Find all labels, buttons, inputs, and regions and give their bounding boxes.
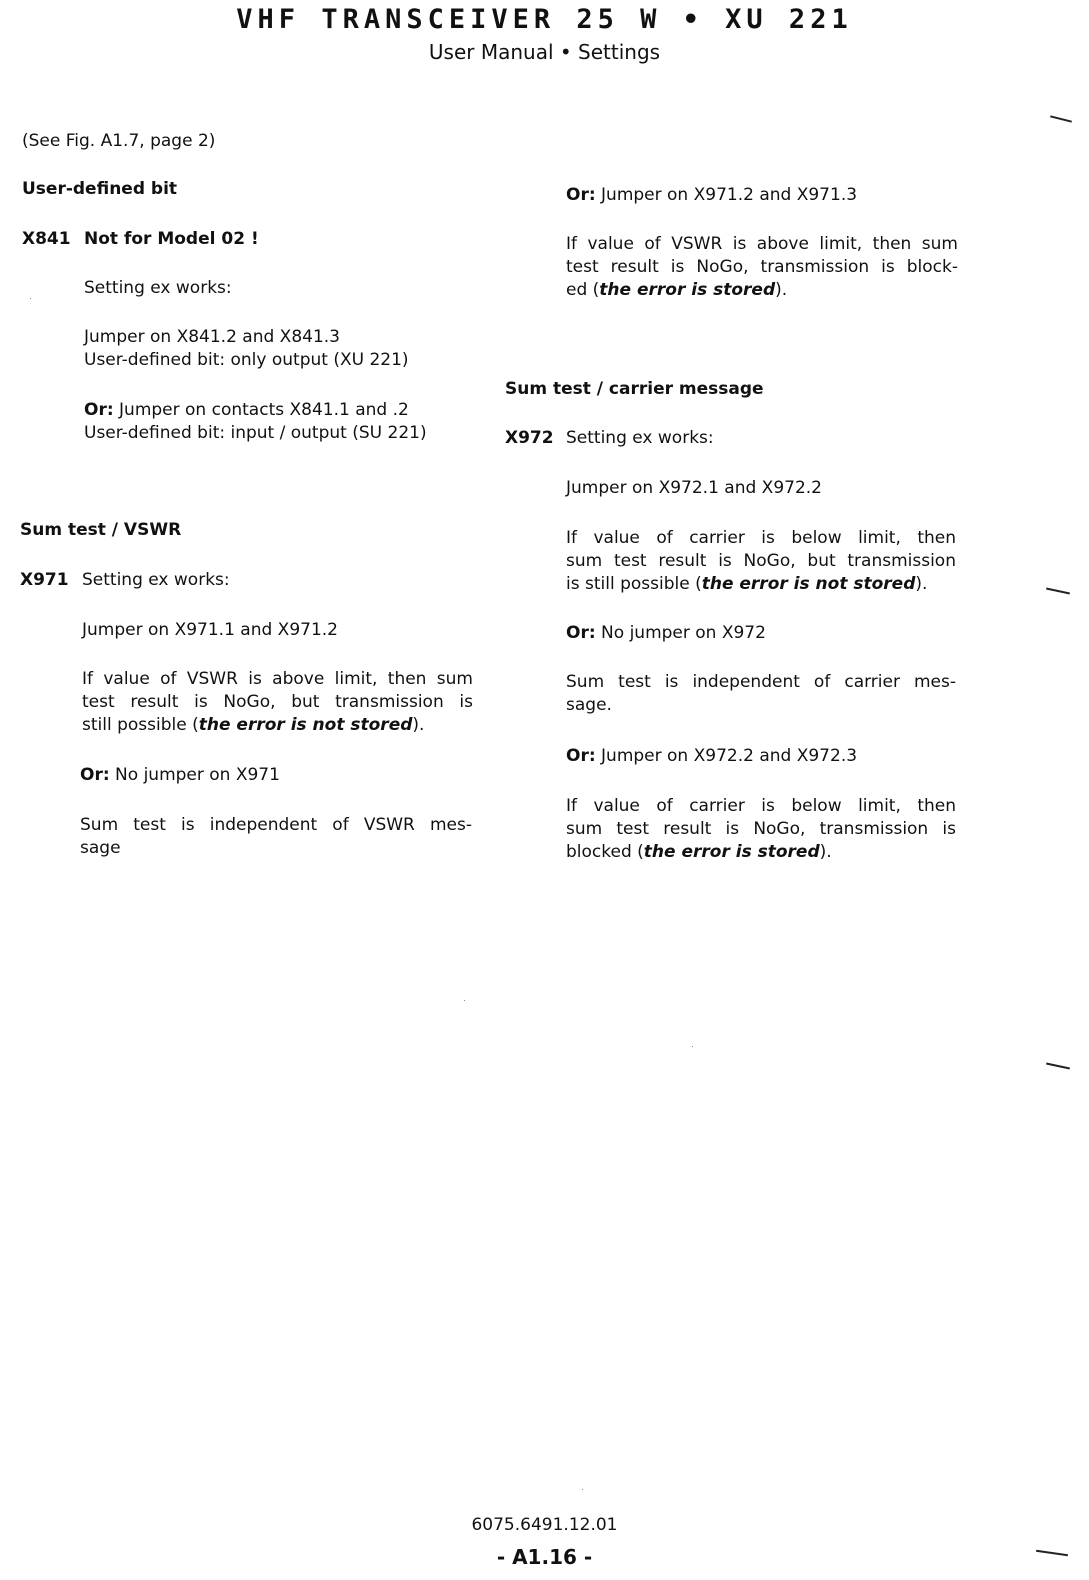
scan-mark [1050, 115, 1072, 122]
x971-alternative-none [80, 764, 280, 787]
x841-alternative-setting [84, 399, 427, 445]
scan-speck [582, 1489, 583, 1490]
x971-or2-text: Jumper on X971.2 and X971.3 [595, 185, 858, 205]
figure-reference: (See Fig. A1.7, page 2) [22, 131, 216, 151]
x971-alternative-jumper [566, 184, 857, 207]
x972-default-desc-line-3 [566, 573, 956, 596]
scan-mark [1046, 1063, 1070, 1070]
scan-mark [1046, 588, 1070, 595]
x972-default-desc-emphasis: the error is not stored [701, 574, 916, 594]
scan-speck [464, 1000, 465, 1001]
x971-or2-label: Or: [566, 185, 596, 205]
x841-or-label: Or: [84, 400, 114, 420]
x971-default-desc-line-1: If value of VSWR is above limit, then sum [82, 669, 473, 689]
x971-default-description [82, 668, 473, 737]
x971-blocked-line-3-post: ). [775, 280, 788, 300]
x841-setting-label: Setting ex works: [84, 278, 232, 298]
x971-blocked-emphasis: the error is stored [599, 280, 776, 300]
x971-blocked-line-3 [566, 279, 958, 302]
x971-setting-label: Setting ex works: [82, 570, 230, 590]
x972-indep-line-1: Sum test is independent of carrier mes- [566, 672, 956, 692]
x972-default-desc-line-2: sum test result is NoGo, but transmission [566, 551, 956, 571]
x972-alternative-jumper [566, 745, 857, 768]
x972-or1-label: Or: [566, 623, 596, 643]
x972-default-setting: Jumper on X972.1 and X972.2 [566, 478, 822, 498]
x971-blocked-line-2: test result is NoGo, transmission is block- [566, 257, 958, 277]
x972-default-desc-line-1: If value of carrier is below limit, then [566, 528, 956, 548]
jumper-code-x841: X841 [22, 229, 71, 249]
x971-or-label: Or: [80, 765, 110, 785]
x841-default-line-1: Jumper on X841.2 and X841.3 [84, 327, 340, 347]
x972-or1-text: No jumper on X972 [595, 623, 766, 643]
x841-default-setting [84, 326, 409, 372]
document-title: VHF TRANSCEIVER 25 W • XU 221 [236, 4, 853, 35]
x972-default-desc-line-3-post: ). [915, 574, 928, 594]
scan-speck [692, 1046, 693, 1047]
x972-default-description [566, 527, 956, 596]
x972-blocked-line-3-post: ). [819, 842, 832, 862]
x841-or-line-2: User-defined bit: input / output (SU 221) [84, 423, 427, 443]
x971-or-text: No jumper on X971 [109, 765, 280, 785]
x841-default-line-2: User-defined bit: only output (XU 221) [84, 350, 409, 370]
x971-default-desc-emphasis: the error is not stored [198, 715, 413, 735]
x972-or2-text: Jumper on X972.2 and X972.3 [595, 746, 858, 766]
x971-indep-line-2: sage [80, 838, 121, 858]
page-number: - A1.16 - [496, 1545, 593, 1569]
x971-blocked-line-1: If value of VSWR is above limit, then sum [566, 234, 958, 254]
section-heading-user-defined-bit: User-defined bit [22, 179, 178, 199]
x971-default-desc-line-3-post: ). [412, 715, 425, 735]
x972-blocked-line-3-pre: blocked ( [566, 842, 644, 862]
section-heading-sum-test-carrier: Sum test / carrier message [505, 379, 764, 399]
x971-indep-line-1: Sum test is independent of VSWR mes- [80, 815, 472, 835]
x841-or-line-1: Jumper on contacts X841.1 and .2 [113, 400, 409, 420]
x971-default-desc-line-3 [82, 714, 473, 737]
x971-default-desc-line-3-pre: still possible ( [82, 715, 199, 735]
x971-independent-description [80, 814, 472, 860]
x841-title: Not for Model 02 ! [84, 229, 259, 249]
document-number: 6075.6491.12.01 [471, 1515, 618, 1535]
x972-setting-label: Setting ex works: [566, 428, 714, 448]
x972-independent-description [566, 671, 956, 717]
x972-alternative-none [566, 622, 766, 645]
x972-indep-line-2: sage. [566, 695, 612, 715]
x972-blocked-line-3 [566, 841, 956, 864]
x972-blocked-line-2: sum test result is NoGo, transmission is [566, 819, 956, 839]
section-heading-sum-test-vswr: Sum test / VSWR [20, 520, 182, 540]
x972-blocked-description [566, 795, 956, 864]
jumper-code-x971: X971 [20, 570, 69, 590]
x972-or2-label: Or: [566, 746, 596, 766]
x971-blocked-line-3-pre: ed ( [566, 280, 600, 300]
x972-blocked-emphasis: the error is stored [643, 842, 820, 862]
jumper-code-x972: X972 [505, 428, 554, 448]
x971-blocked-description [566, 233, 958, 302]
x971-default-setting: Jumper on X971.1 and X971.2 [82, 620, 338, 640]
x972-blocked-line-1: If value of carrier is below limit, then [566, 796, 956, 816]
x971-default-desc-line-2: test result is NoGo, but transmission is [82, 692, 473, 712]
document-subtitle: User Manual • Settings [428, 40, 661, 64]
scan-speck [30, 298, 31, 299]
x972-default-desc-line-3-pre: is still possible ( [566, 574, 702, 594]
